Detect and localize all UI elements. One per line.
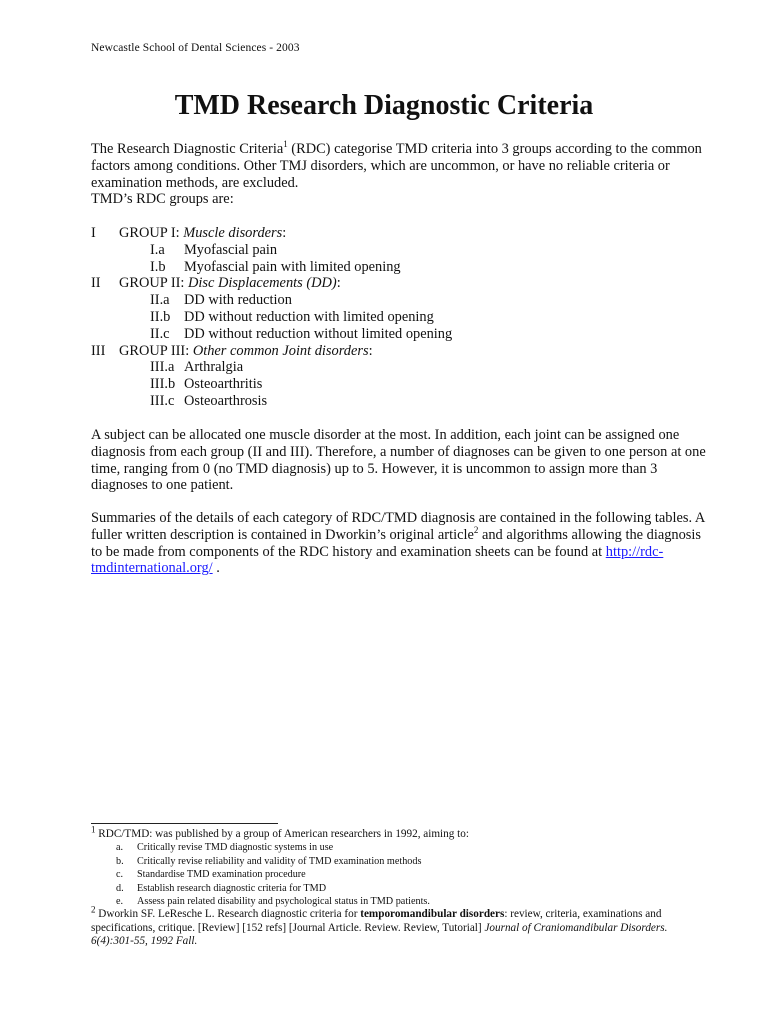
group-name: Other common Joint disorders — [192, 342, 369, 359]
diagnosis-name: DD without reduction with limited opening — [184, 308, 434, 325]
summaries-paragraph — [91, 510, 711, 577]
list-marker: e. — [116, 895, 124, 907]
list-marker: a. — [116, 842, 124, 854]
diagnosis-name: Osteoarthrosis — [184, 392, 268, 409]
list-text: Critically revise reliability and validity of TMD examination methods — [137, 855, 422, 867]
footnote-bold-term: temporomandibular disorders — [360, 908, 505, 921]
diagnosis-name: Myofascial pain — [184, 241, 278, 258]
diagnosis-name: DD without reduction without limited opening — [184, 325, 453, 342]
footnote-list-item — [91, 868, 711, 881]
diagnosis-name: Myofascial pain with limited opening — [184, 258, 401, 275]
footnote-list-item — [91, 841, 711, 854]
list-text: Assess pain related disability and psychological status in TMD patients. — [137, 895, 430, 907]
list-marker: c. — [116, 869, 124, 881]
footnote-list-item — [91, 895, 711, 908]
footnote-number: 1 — [91, 824, 96, 835]
footnote-journal: Journal of Craniomandibular Disorders. 6(4):301-55, 1992 Fall. — [91, 921, 668, 948]
group-numeral: III — [91, 342, 106, 359]
intro-text-c: TMD’s RDC groups are: — [91, 191, 234, 208]
footnote-text-a: Dworkin SF. LeResche L. Research diagnostic criteria for — [95, 908, 361, 921]
footnote-text-b: : review, criteria, examinations and specifications, critique. [Review] [152 refs] [Journal Article. Review. Review, Tutorial] — [91, 908, 662, 934]
footnote-text: RDC/TMD: was published by a group of American researchers in 1992, aiming to: — [95, 828, 469, 840]
group-name: Muscle disorders — [183, 225, 283, 241]
diagnosis-code: III.a — [150, 359, 175, 376]
diagnosis-name: DD with reduction — [184, 292, 292, 309]
footnote-separator — [91, 823, 278, 824]
diagnosis-code: II.b — [150, 308, 171, 325]
footnotes — [91, 824, 711, 949]
group-colon: : — [282, 225, 287, 241]
group-numeral: I — [91, 225, 96, 241]
summaries-text-a: Summaries of the details of each category of RDC/TMD diagnosis are contained in the following tables. A fuller written description is contained in Dworkin’s original article — [91, 510, 705, 543]
group-label: GROUP I: — [119, 225, 184, 241]
group-name: Disc Displacements (DD) — [188, 275, 337, 292]
list-text: Critically revise TMD diagnostic systems in use — [137, 842, 334, 854]
running-header: Newcastle School of Dental Sciences - 2003 — [91, 42, 300, 54]
diagnosis-name: Arthralgia — [184, 359, 244, 376]
group-numeral: II — [91, 275, 101, 292]
footnote-ref-2[interactable]: 2 — [473, 525, 479, 535]
group-heading — [119, 275, 341, 292]
list-marker: d. — [116, 882, 124, 894]
diagnosis-code: II.a — [150, 292, 170, 309]
diagnosis-code: I.a — [150, 241, 165, 258]
footnote-list-item — [91, 882, 711, 895]
list-text: Standardise TMD examination procedure — [137, 869, 306, 881]
page-title: TMD Research Diagnostic Criteria — [174, 90, 594, 121]
intro-paragraph — [91, 141, 711, 208]
group-heading — [119, 343, 373, 360]
footnote-number: 2 — [91, 904, 96, 915]
summaries-text-c: . — [212, 560, 220, 577]
intro-text-b: (RDC) categorise TMD criteria into 3 groups according to the common factors among conditions. Other TMJ disorders, which are uncommon, or have no reliable criteria or examination methods, are excluded. — [91, 141, 702, 191]
intro-text-a: The Research Diagnostic Criteria — [91, 141, 284, 157]
diagnosis-code: III.c — [150, 392, 175, 409]
group-colon: : — [368, 342, 373, 359]
list-text: Establish research diagnostic criteria for TMD — [137, 882, 327, 894]
group-heading — [119, 225, 286, 242]
group-colon: : — [336, 275, 341, 292]
footnote-ref-1[interactable]: 1 — [283, 139, 288, 150]
diagnosis-code: III.b — [150, 376, 176, 393]
footnote-list-item — [91, 855, 711, 868]
list-marker: b. — [116, 855, 124, 867]
group-label: GROUP III: — [119, 342, 193, 359]
diagnosis-code: II.c — [150, 325, 170, 342]
summaries-text-b: and algorithms allowing the diagnosis to be made from components of the RDC history and examination sheets can be found at — [91, 526, 701, 560]
group-label: GROUP II: — [119, 275, 189, 292]
diagnosis-allocation-paragraph: A subject can be allocated one muscle disorder at the most. In addition, each joint can be assigned one diagnosis from each group (II and III). Therefore, a number of diagnoses can be given to one person at one time, ranging from 0 (no TMD diagnosis) up to 5. However, it is uncommon to assign more than 3 diagnoses to one patient. — [91, 427, 706, 494]
rdc-website-link[interactable]: http://rdc-tmdinternational.org/ — [91, 543, 664, 577]
footnote-2 — [91, 904, 711, 948]
footnote-1 — [91, 824, 711, 841]
diagnosis-name: Osteoarthritis — [184, 376, 263, 393]
diagnosis-code: I.b — [150, 258, 166, 275]
